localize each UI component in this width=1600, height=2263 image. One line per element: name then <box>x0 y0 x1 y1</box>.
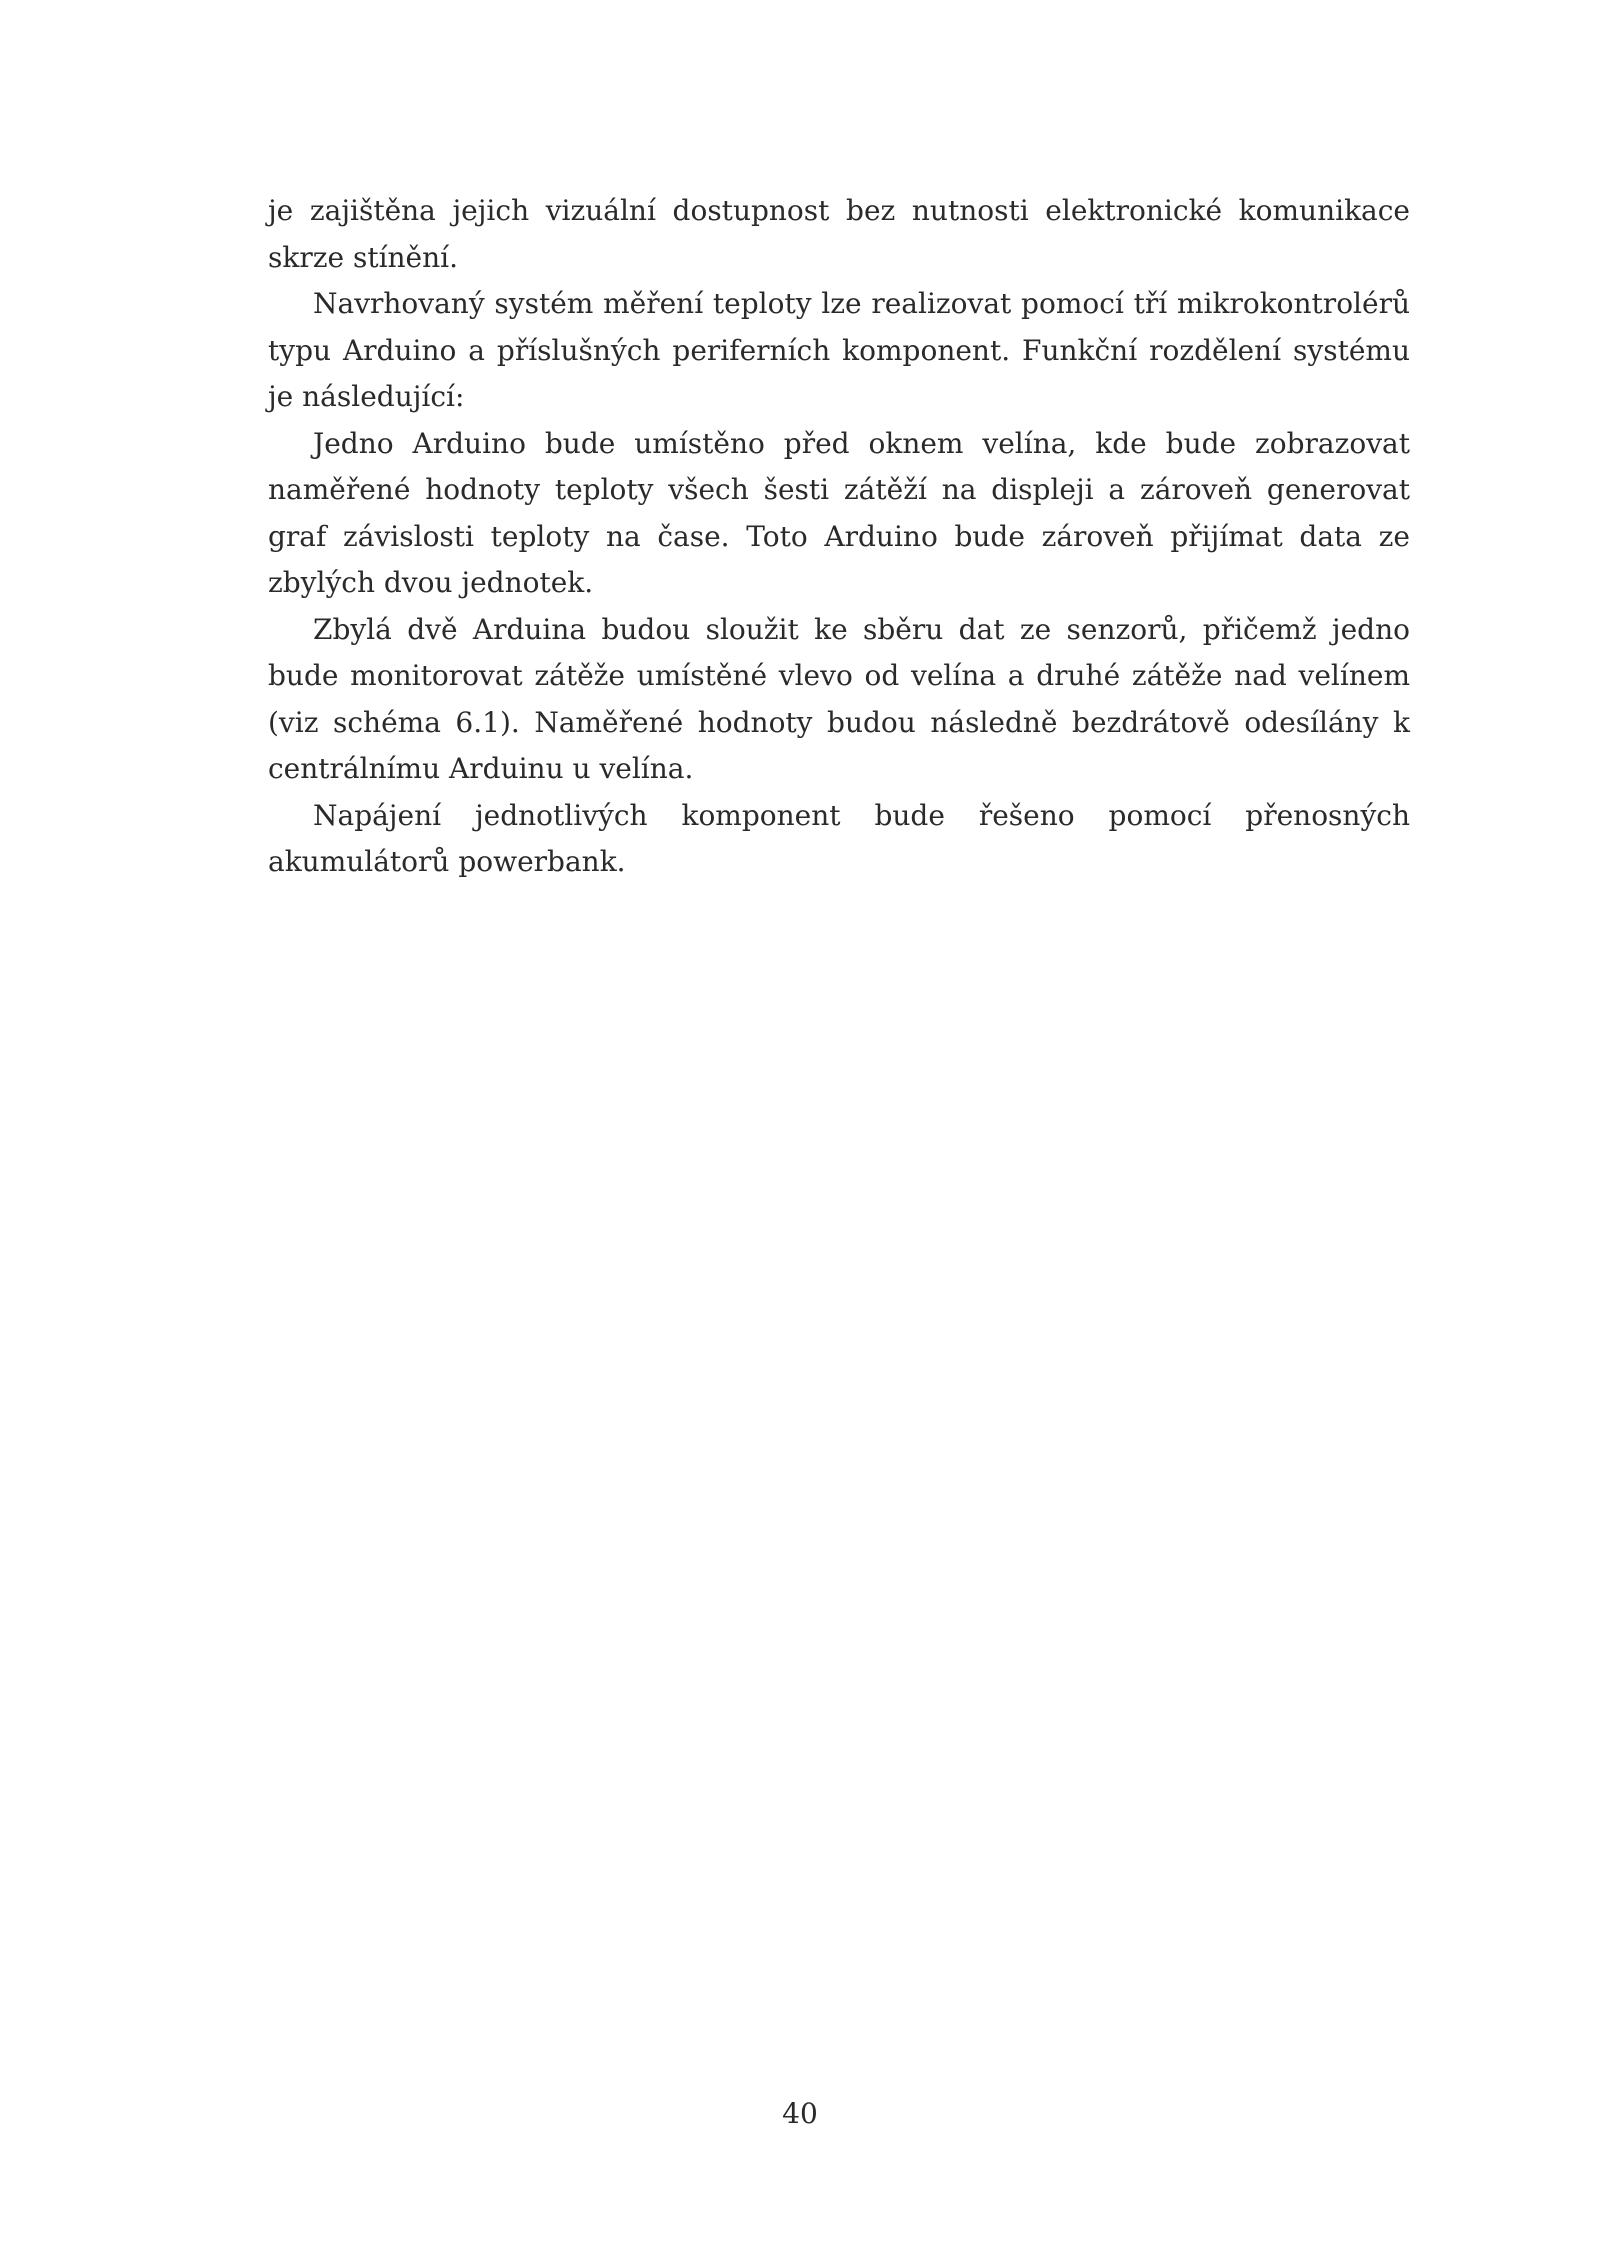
body-text <box>268 188 1410 886</box>
paragraph-central-arduino: Jedno Arduino bude umístěno před oknem velína, kde bude zobrazovat naměřené hodnoty teploty všech šesti zátěží na displeji a zároveň generovat graf závislosti teploty na čase. Toto Arduino bude zároveň přijímat data ze zbylých dvou jednotek. <box>268 426 1410 599</box>
paragraph-sensor-arduinos: Zbylá dvě Arduina budou sloužit ke sběru dat ze senzorů, přičemž jedno bude monitorovat zátěže umístěné vlevo od velína a druhé zátěže nad velínem (viz schéma 6.1). Naměřené hodnoty budou následně bezdrátově odesílány k centrálnímu Arduinu u velína. <box>268 612 1410 785</box>
paragraph-power-supply: Napájení jednotlivých komponent bude řešeno pomocí přenosných akumulátorů powerbank. <box>268 798 1410 878</box>
paragraph-system-overview: Navrhovaný systém měření teploty lze realizovat pomocí tří mikrokontrolérů typu Arduino a příslušných periferních komponent. Funkční rozdělení systému je následující: <box>268 287 1410 413</box>
page-number: 40 <box>782 2097 818 2130</box>
paragraph-continuation: je zajištěna jejich vizuální dostupnost bez nutnosti elektronické komunikace skrze stínění. <box>268 194 1410 274</box>
